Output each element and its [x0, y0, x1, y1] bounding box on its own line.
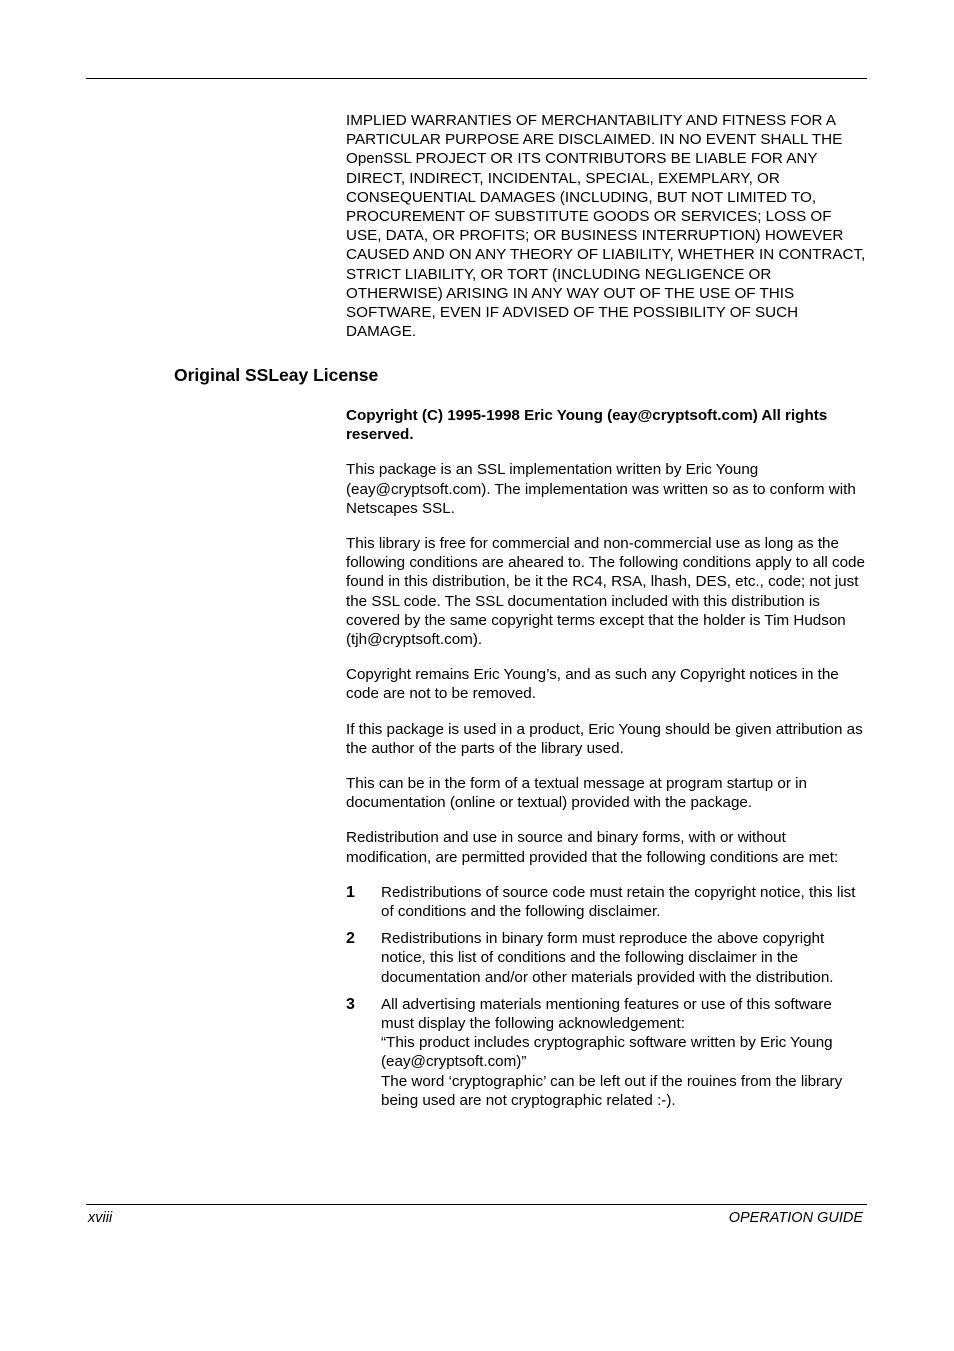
conditions-list: [346, 883, 868, 1110]
footer-rule: [86, 1204, 867, 1205]
list-number: 3: [346, 995, 355, 1013]
list-item: [346, 929, 868, 987]
section-heading: Original SSLeay License: [174, 365, 379, 385]
list-text: All advertising materials mentioning features or use of this software must display the following acknowledgement:: [381, 995, 832, 1033]
list-item: [346, 883, 868, 921]
acknowledgement-note: The word ‘cryptographic’ can be left out if the rouines from the library being used are not cryptographic related :-).: [381, 1072, 843, 1109]
paragraph: Copyright remains Eric Young’s, and as such any Copyright notices in the code are not to be removed.: [346, 666, 839, 703]
list-number: 1: [346, 883, 355, 901]
warranty-paragraph: IMPLIED WARRANTIES OF MERCHANTABILITY AND FITNESS FOR A PARTICULAR PURPOSE ARE DISCLAIMED. IN NO EVENT SHALL THE OpenSSL PROJECT OR ITS CONTRIBUTORS BE LIABLE FOR ANY DIRECT, INDIRECT, INCIDENTAL, SPECIAL, EXEMPLARY, OR CONSEQUENTIAL DAMAGES (INCLUDING, BUT NOT LIMITED TO, PROCUREMENT OF SUBSTITUTE GOODS OR SERVICES; LOSS OF USE, DATA, OR PROFITS; OR BUSINESS INTERRUPTION) HOWEVER CAUSED AND ON ANY THEORY OF LIABILITY, WHETHER IN CONTRACT, STRICT LIABILITY, OR TORT (INCLUDING NEGLIGENCE OR OTHERWISE) ARISING IN ANY WAY OUT OF THE USE OF THIS SOFTWARE, EVEN IF ADVISED OF THE POSSIBILITY OF SUCH DAMAGE.: [346, 112, 866, 341]
copyright-notice: Copyright (C) 1995-1998 Eric Young (eay@cryptsoft.com) All rights reserved.: [346, 407, 828, 444]
list-text: Redistributions in binary form must reproduce the above copyright notice, this list of conditions and the following disclaimer in the documentation and/or other materials provided with the distribution.: [381, 930, 834, 986]
paragraph: Redistribution and use in source and binary forms, with or without modification, are permitted provided that the following conditions are met:: [346, 829, 839, 866]
list-number: 2: [346, 930, 355, 948]
paragraph: This can be in the form of a textual message at program startup or in documentation (online or textual) provided with the package.: [346, 775, 807, 812]
paragraph: This library is free for commercial and non-commercial use as long as the following conditions are aheared to. The following conditions apply to all code found in this distribution, be it the RC4, RSA, lhash, DES, etc., code; not just the SSL code. The SSL documentation included with this distribution is covered by the same copyright terms except that the holder is Tim Hudson (tjh@cryptsoft.com).: [346, 535, 865, 649]
license-body: [346, 406, 868, 1118]
page-number: xviii: [88, 1210, 113, 1226]
header-rule: [86, 78, 867, 79]
guide-title: OPERATION GUIDE: [728, 1210, 863, 1226]
paragraph: If this package is used in a product, Eric Young should be given attribution as the author of the parts of the library used.: [346, 720, 863, 757]
list-text: Redistributions of source code must retain the copyright notice, this list of conditions and the following disclaimer.: [381, 883, 856, 921]
paragraph: This package is an SSL implementation written by Eric Young (eay@cryptsoft.com). The implementation was written so as to conform with Netscapes SSL.: [346, 461, 856, 517]
warranty-disclaimer: [346, 111, 868, 357]
acknowledgement-quote: “This product includes cryptographic software written by Eric Young (eay@cryptsoft.com)”: [381, 1034, 833, 1071]
list-item: [346, 995, 868, 1110]
